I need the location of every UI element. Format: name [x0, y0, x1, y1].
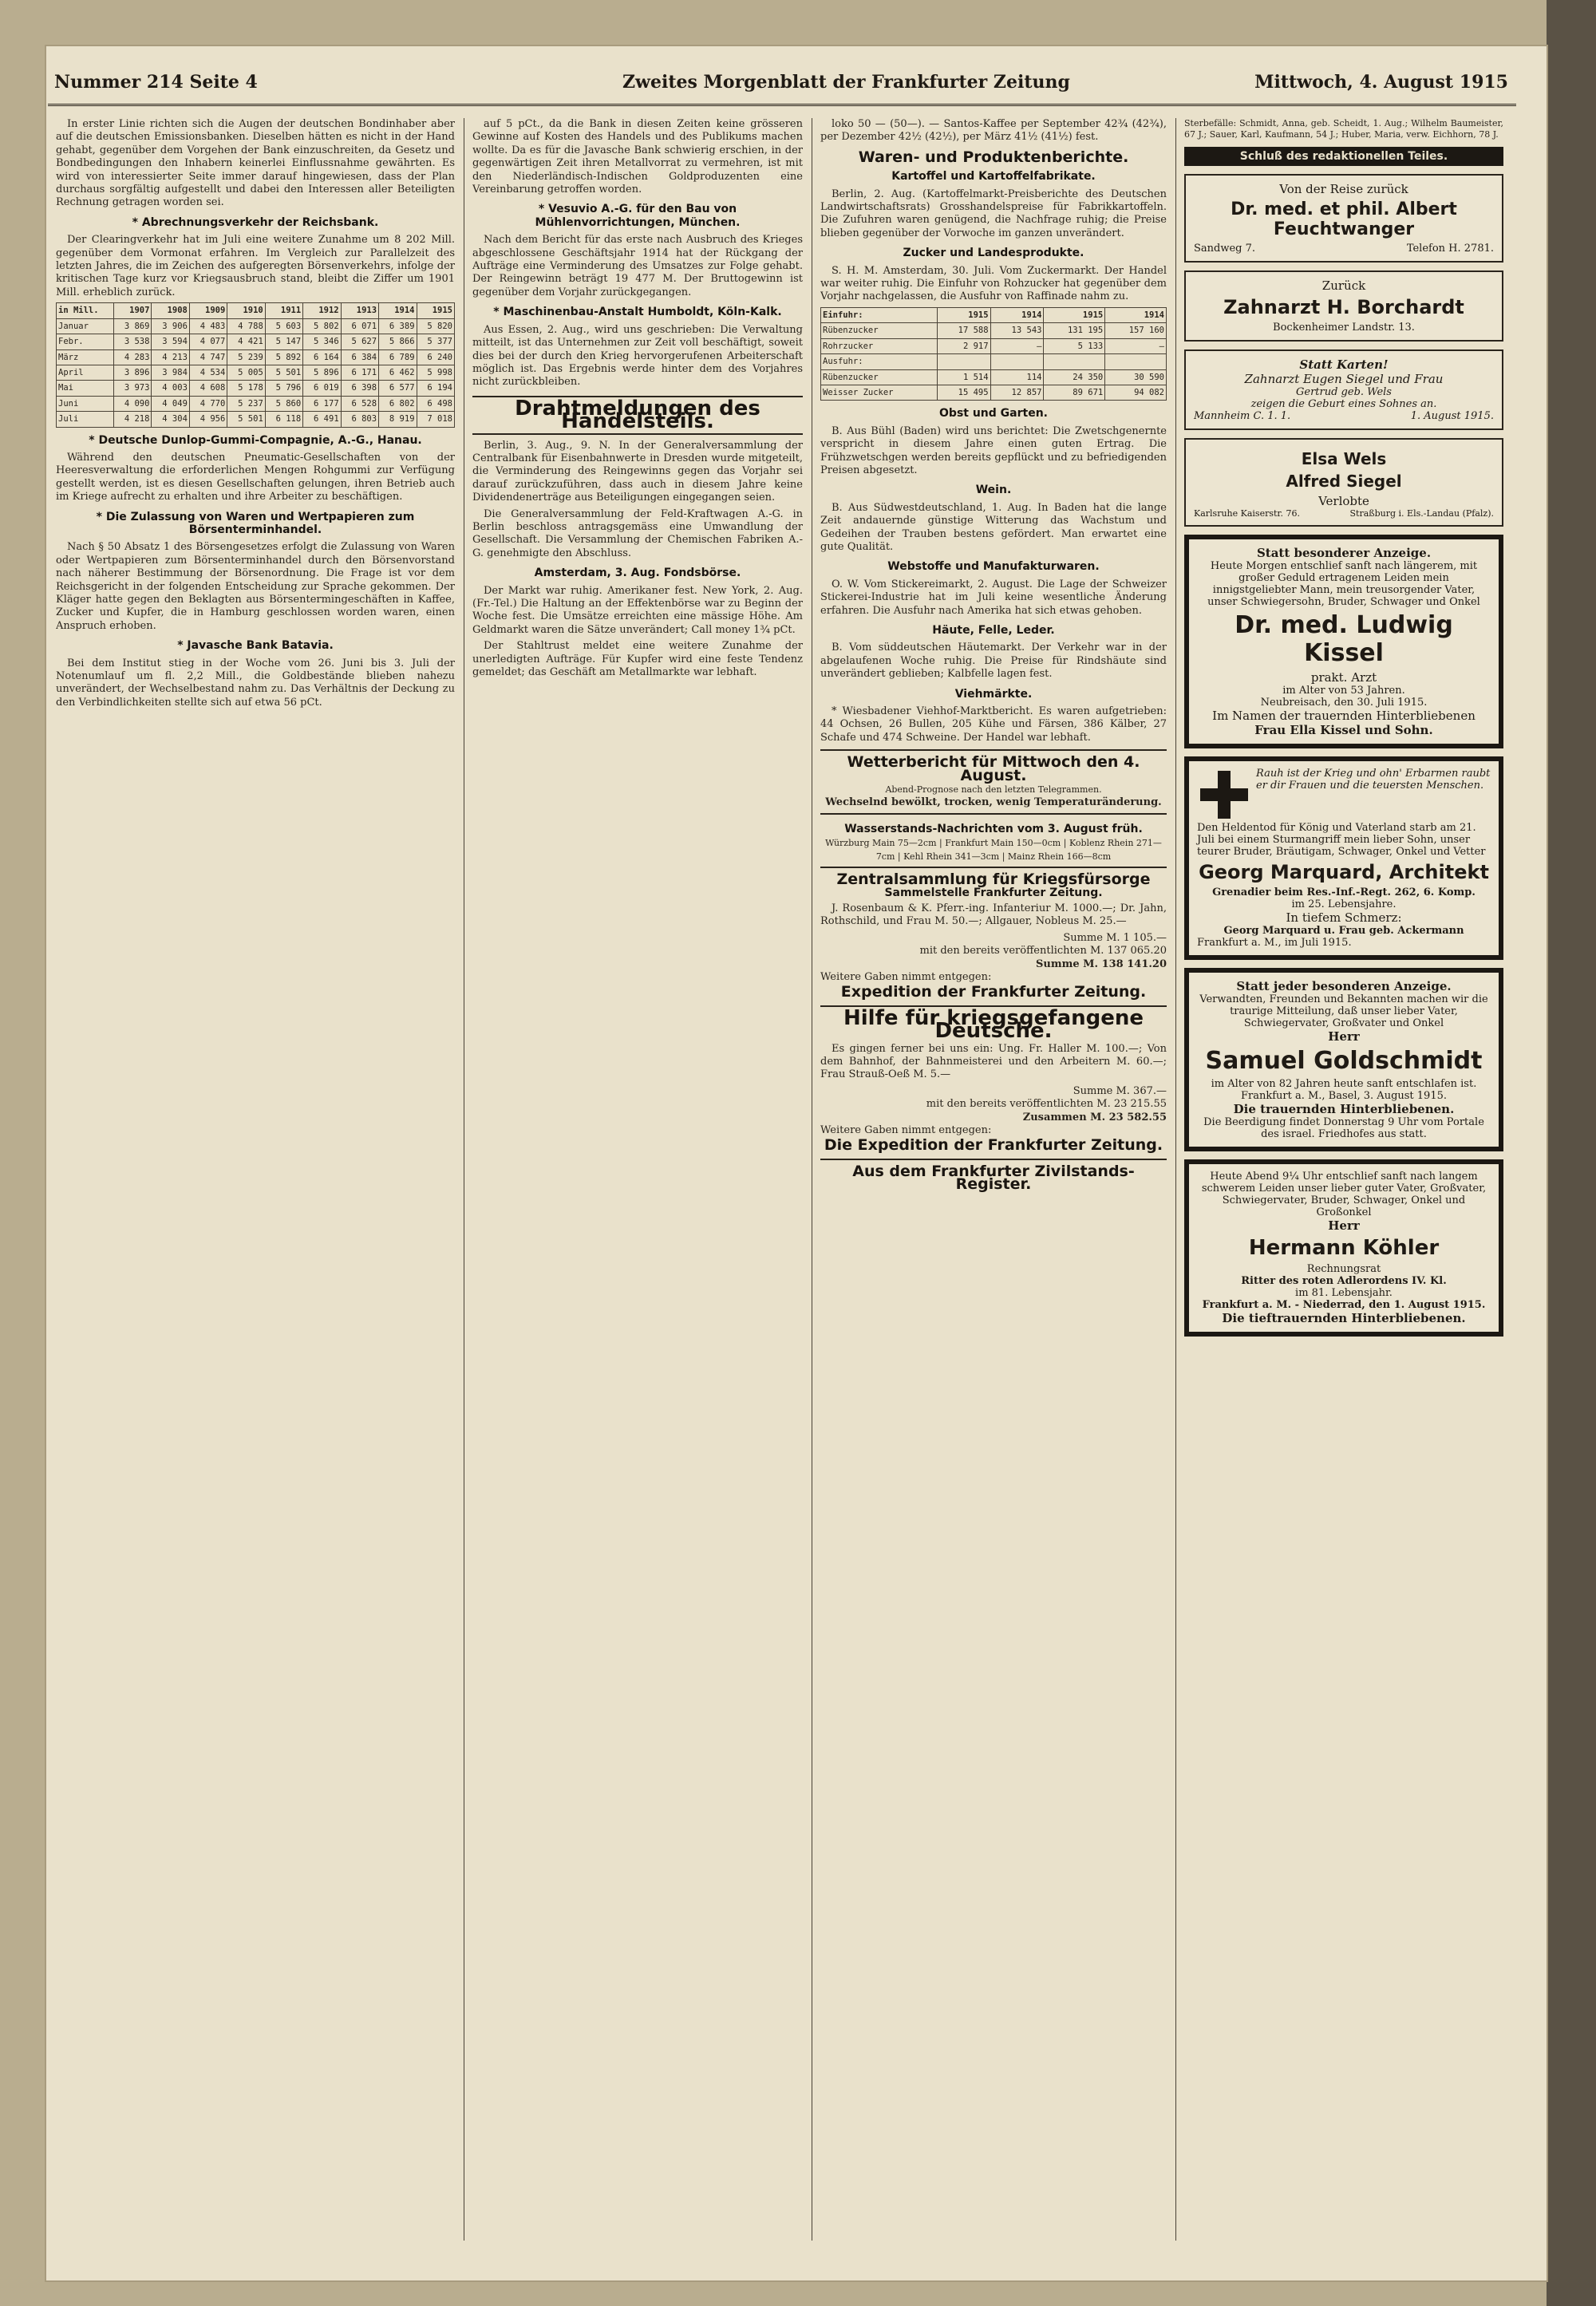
article-heading: Viehmärkte.	[954, 687, 1033, 701]
ad-line: Frankfurt a. M., Basel, 3. August 1915.	[1240, 1090, 1448, 1102]
table-cell	[990, 354, 1044, 369]
table-row	[57, 365, 455, 380]
water-levels	[820, 819, 1167, 868]
table-cell: 4 049	[152, 396, 189, 411]
ad-line: prakt. Arzt	[1310, 670, 1377, 685]
column-2	[472, 118, 803, 2241]
section-heading: Drahtmeldungen des Handelsteils.	[472, 396, 803, 435]
article-heading: Zucker und Landesprodukte.	[903, 247, 1084, 260]
ad-name: Zahnarzt H. Borchardt	[1223, 296, 1464, 318]
ad-address: Bockenheimer Landstr. 13.	[1273, 322, 1415, 334]
table-header-row	[821, 307, 1167, 322]
ad-line: im 81. Lebensjahr.	[1295, 1287, 1393, 1299]
table-cell: 15 495	[937, 385, 990, 400]
weather-subtitle: Abend-Prognose nach den letzten Telegrammen.	[885, 784, 1102, 796]
table-cell: Weisser Zucker	[821, 385, 938, 400]
article-paragraph: Nach § 50 Absatz 1 des Börsengesetzes erfolgt die Zulassung von Waren oder Wertpapieren zum Börsenterminhandel durch den Börsenvorstand nach näherer Bestimmung der Börsenordnung. Die Frage ist vor dem Reichsgericht in der folgenden Entscheidung zur Sprache gekommen. Der Kläger hatte gegen den Beklagten aus Börsentermingeschäften in Kaffee, Zucker und Kupfer, die in Hamburg geschlossen worden waren, einen Anspruch erhoben.	[56, 541, 455, 632]
table-cell	[937, 354, 990, 369]
obituary-marquard	[1184, 756, 1503, 960]
weather-forecast: Wechselnd bewölkt, trocken, wenig Temperaturänderung.	[825, 796, 1162, 809]
table-cell: 5 627	[341, 334, 378, 349]
table-cell: 3 594	[152, 334, 189, 349]
table-cell: 7 018	[417, 412, 454, 427]
fund-sum: Summe M. 1 105.—	[1063, 931, 1167, 944]
table-cell: 5 998	[417, 365, 454, 380]
ad-line: Von der Reise zurück	[1279, 182, 1408, 196]
table-cell: 89 671	[1044, 385, 1105, 400]
table-cell: 6 164	[303, 349, 341, 365]
water-title: Wasserstands-Nachrichten vom 3. August früh.	[844, 822, 1143, 835]
ad-line: zeigen die Geburt eines Sohnes an.	[1250, 398, 1437, 410]
ad-line: Gertrud geb. Wels	[1296, 386, 1392, 398]
table-row	[57, 349, 455, 365]
pow-expedition: Die Expedition der Frankfurter Zeitung.	[824, 1136, 1163, 1155]
article-paragraph: * Wiesbadener Viehhof-Marktbericht. Es waren aufgetrieben: 44 Ochsen, 26 Bullen, 205 Kühe und Färsen, 386 Kälber, 27 Schafe und 474 Schweine. Der Handel war lebhaft.	[820, 705, 1167, 744]
ad-line: Zurück	[1321, 278, 1366, 293]
sugar-table	[820, 307, 1167, 401]
pow-total: Zusammen M. 23 582.55	[1022, 1111, 1167, 1123]
paper-title: Zweites Morgenblatt der Frankfurter Zeitung	[622, 72, 1070, 93]
clearing-table	[56, 302, 455, 427]
table-cell: —	[1105, 338, 1167, 353]
article-heading: Amsterdam, 3. Aug. Fondsbörse.	[534, 567, 741, 580]
table-cell: März	[57, 349, 114, 365]
table-header: 1913	[341, 303, 378, 318]
column-rule	[1175, 118, 1176, 2241]
table-header: 1915	[1044, 307, 1105, 322]
fund-donations: J. Rosenbaum & K. Pferr.-ing. Infanteriur M. 1000.—; Dr. Jahn, Rothschild, und Frau M. 50.—; Allgauer, Nobleus M. 25.—	[820, 902, 1167, 928]
table-cell: 6 577	[379, 381, 417, 396]
table-cell: 6 384	[341, 349, 378, 365]
ad-phone: Telefon H. 2781.	[1406, 243, 1494, 255]
table-cell: 5 237	[227, 396, 265, 411]
article-paragraph: B. Vom süddeutschen Häutemarkt. Der Verkehr war in der abgelaufenen Woche ruhig. Die Preise für Rindshäute sind unverändert geblieben; Kalbfelle lagen fest.	[820, 642, 1167, 681]
table-row	[57, 412, 455, 427]
editorial-end-notice: Schluß des redaktionellen Teiles.	[1184, 147, 1503, 166]
obituary-goldschmidt	[1184, 968, 1503, 1151]
table-cell: 3 896	[114, 365, 152, 380]
article-heading: * Die Zulassung von Waren und Wertpapieren zum Börsenterminhandel.	[96, 510, 415, 536]
ad-name: Georg Marquard, Architekt	[1199, 861, 1489, 883]
table-header: 1915	[937, 307, 990, 322]
table-header: in Mill.	[57, 303, 114, 318]
article-paragraph: Während den deutschen Pneumatic-Gesellschaften von der Heeresverwaltung die erforderlichen Mengen Rohgummi zur Verfügung gestellt werden, ist es diesen Gesellschaften gelungen, ihren Betrieb auch im Kriege aufrecht zu erhalten und ihre Arbeiter zu beschäftigen.	[56, 451, 455, 503]
article-paragraph: Der Stahltrust meldet eine weitere Zunahme der unerledigten Aufträge. Für Kupfer wird eine feste Tendenz gemeldet; das Geschäft am Metallmarkte war lebhaft.	[472, 640, 803, 679]
table-cell: 5 147	[265, 334, 302, 349]
ad-text: Die Beerdigung findet Donnerstag 9 Uhr vom Portale des israel. Friedhofes aus statt.	[1203, 1116, 1484, 1140]
article-heading: Obst und Garten.	[939, 407, 1048, 421]
pow-note: Weitere Gaben nimmt entgegen:	[820, 1124, 992, 1136]
section-heading: Waren- und Produktenberichte.	[858, 148, 1129, 166]
ad-line: Die trauernden Hinterbliebenen.	[1233, 1102, 1455, 1116]
table-cell: 131 195	[1044, 323, 1105, 338]
table-header: Einfuhr:	[821, 307, 938, 322]
table-cell: 6 071	[341, 318, 378, 334]
table-cell: 5 178	[227, 381, 265, 396]
article-heading: * Abrechnungsverkehr der Reichsbank.	[132, 215, 379, 229]
table-cell: April	[57, 365, 114, 380]
ad-line: Frau Ella Kissel und Sohn.	[1254, 723, 1433, 737]
table-cell: 5 796	[265, 381, 302, 396]
ad-line: im Alter von 82 Jahren heute sanft entschlafen ist.	[1211, 1078, 1477, 1090]
pow-title: Hilfe für kriegsgefangene Deutsche.	[820, 1005, 1167, 1038]
article-paragraph: Der Markt war ruhig. Amerikaner fest. New York, 2. Aug. (Fr.-Tel.) Die Haltung an der Effektenbörse war zu Beginn der Woche fest. Die Umsätze erreichten eine mässige Höhe. Am Geldmarkt waren die Sätze unverändert; Call money 1¾ pCt.	[472, 584, 803, 636]
table-cell: Juni	[57, 396, 114, 411]
table-cell: 6 019	[303, 381, 341, 396]
article-paragraph: O. W. Vom Stickereimarkt, 2. August. Die Lage der Schweizer Stickerei-Industrie hat im Juli keine wesentliche Änderung erfahren. Die Ausfuhr nach Amerika hat sich etwas gehoben.	[820, 578, 1167, 617]
table-cell: 3 984	[152, 365, 189, 380]
table-cell: 6 240	[417, 349, 454, 365]
ad-line: Rechnungsrat	[1306, 1263, 1381, 1275]
table-cell: 6 462	[379, 365, 417, 380]
table-cell: 4 090	[114, 396, 152, 411]
table-cell: Januar	[57, 318, 114, 334]
article-heading: Häute, Felle, Leder.	[932, 624, 1055, 637]
ad-place: Mannheim C. 1. 1.	[1194, 410, 1291, 422]
obituary-kissel	[1184, 535, 1503, 748]
table-cell: 6 177	[303, 396, 341, 411]
table-cell: 4 608	[189, 381, 227, 396]
table-cell: 4 077	[189, 334, 227, 349]
obituary-koehler	[1184, 1159, 1503, 1337]
ad-line: Im Namen der trauernden Hinterbliebenen	[1212, 709, 1476, 723]
ad-name: Dr. med. et phil. Albert Feuchtwanger	[1231, 199, 1457, 239]
ad-line: Frankfurt a. M., im Juli 1915.	[1197, 937, 1352, 949]
ad-line: Georg Marquard u. Frau geb. Ackermann	[1223, 925, 1464, 937]
fund-expedition: Expedition der Frankfurter Zeitung.	[840, 983, 1147, 1001]
table-cell: 4 770	[189, 396, 227, 411]
article-paragraph: Aus Essen, 2. Aug., wird uns geschrieben: Die Verwaltung mitteilt, ist das Unternehmen zur Zeit voll beschäftigt, soweit dies bei der durch den Krieg hervorgerufenen Arbeiterschaft möglich ist. Das Ergebnis werde hinter dem des Vorjahres nicht zurückbleiben.	[472, 323, 803, 389]
page-edge	[1547, 0, 1596, 2306]
ad-line: Herr	[1328, 1029, 1360, 1044]
table-cell: 5 860	[265, 396, 302, 411]
table-header: 1914	[1105, 307, 1167, 322]
page-header	[48, 62, 1516, 106]
table-cell: 4 421	[227, 334, 265, 349]
table-header: 1914	[990, 307, 1044, 322]
issue-number: Nummer 214 Seite 4	[54, 72, 258, 93]
ad-text: Heute Abend 9¼ Uhr entschlief sanft nach langem schwerem Leiden unser lieber guter Vater, Großvater, Schwiegervater, Bruder, Schwager, Onkel und Großonkel	[1201, 1171, 1487, 1218]
table-cell: 4 283	[114, 349, 152, 365]
article-heading: * Deutsche Dunlop-Gummi-Compagnie, A.-G., Hanau.	[89, 433, 422, 447]
table-row	[821, 369, 1167, 385]
table-cell: 5 005	[227, 365, 265, 380]
table-cell: 5 377	[417, 334, 454, 349]
table-header: 1914	[379, 303, 417, 318]
fund-note: Weitere Gaben nimmt entgegen:	[820, 970, 992, 983]
table-cell: 6 789	[379, 349, 417, 365]
pow-sum: Summe M. 367.—	[1073, 1084, 1167, 1097]
table-cell: 6 802	[379, 396, 417, 411]
table-cell: 8 919	[379, 412, 417, 427]
ad-name: Hermann Köhler	[1248, 1236, 1440, 1260]
weather-title: Wetterbericht für Mittwoch den 4. August.	[847, 753, 1140, 784]
death-register: Sterbefälle: Schmidt, Anna, geb. Scheidt, 1. Aug.; Wilhelm Baumeister, 67 J.; Sauer, Karl, Kaufmann, 54 J.; Huber, Maria, verw. Eichhorn, 78 J.	[1184, 118, 1503, 140]
table-cell: 1 514	[937, 369, 990, 385]
fund-title: Zentralsammlung für Kriegsfürsorge	[836, 871, 1151, 889]
table-cell: 4 213	[152, 349, 189, 365]
table-header: 1907	[114, 303, 152, 318]
table-cell: 3 973	[114, 381, 152, 396]
article-paragraph: B. Aus Bühl (Baden) wird uns berichtet: Die Zwetschgenernte verspricht in diesem Jahre einen guten Ertrag. Die Frühzwetschgen werden bereits gepflückt und zu befriedigenden Preisen abgesetzt.	[820, 424, 1167, 476]
ad-text: Heute Morgen entschlief sanft nach längerem, mit großer Geduld ertragenem Leiden mein innigstgeliebter Mann, mein treusorgender Vater, unser Schwiegersohn, Bruder, Schwager und Onkel	[1207, 560, 1480, 608]
table-header: 1912	[303, 303, 341, 318]
ad-name: Elsa Wels	[1301, 449, 1387, 468]
register-title: Aus dem Frankfurter Zivilstands-Register.	[820, 1159, 1167, 1191]
table-cell: 4 956	[189, 412, 227, 427]
table-cell: 4 304	[152, 412, 189, 427]
iron-cross-icon	[1200, 771, 1248, 819]
table-cell: Rohrzucker	[821, 338, 938, 353]
table-cell: Rübenzucker	[821, 323, 938, 338]
table-cell: 5 133	[1044, 338, 1105, 353]
article-paragraph: Der Clearingverkehr hat im Juli eine weitere Zunahme um 8 202 Mill. gegenüber dem Vormonat erfahren. Im Vergleich zur Parallelzeit des letzten Jahres, die im Zeichen des aufgeregten Börsenverkehrs, infolge der kritischen Tage kurz vor Kriegsausbruch stand, bleibt die Ziffer um 1901 Mill. erheblich zurück.	[56, 234, 455, 298]
ad-line: Statt Karten!	[1299, 357, 1389, 372]
table-cell: 5 346	[303, 334, 341, 349]
article-paragraph: Berlin, 3. Aug., 9. N. In der Generalversammlung der Centralbank für Eisenbahnwerte in Dresden wurde mitgeteilt, die Verminderung des Reingewinns gegen das Vorjahr sei darauf zurückzuführen, dass auch in diesem Jahre keine Dividendenerträge aus Beteiligungen eingegangen seien.	[472, 439, 803, 504]
ad-line: Verlobte	[1318, 494, 1369, 508]
ad-engagement	[1184, 438, 1503, 527]
ad-line: Neubreisach, den 30. Juli 1915.	[1260, 697, 1428, 709]
table-cell: 4 747	[189, 349, 227, 365]
ad-place: Straßburg i. Els.-Landau (Pfalz).	[1349, 508, 1494, 519]
table-cell: 5 802	[303, 318, 341, 334]
ad-line: Frankfurt a. M. - Niederrad, den 1. August 1915.	[1202, 1299, 1486, 1311]
ad-name: Samuel Goldschmidt	[1205, 1047, 1483, 1075]
ad-text: Den Heldentod für König und Vaterland starb am 21. Juli bei einem Sturmangriff mein lieber Sohn, unser teurer Bruder, Bräutigam, Schwager, Onkel und Vetter	[1197, 822, 1486, 858]
table-cell: 6 398	[341, 381, 378, 396]
ad-line: Ritter des roten Adlerordens IV. Kl.	[1241, 1275, 1447, 1287]
table-cell: 5 820	[417, 318, 454, 334]
table-row	[821, 354, 1167, 369]
table-cell	[1044, 354, 1105, 369]
ad-date: 1. August 1915.	[1410, 410, 1494, 422]
table-header: 1908	[152, 303, 189, 318]
table-header: 1911	[265, 303, 302, 318]
table-header: 1915	[417, 303, 454, 318]
table-cell: 6 171	[341, 365, 378, 380]
article-heading: * Vesuvio A.-G. für den Bau von Mühlenvorrichtungen, München.	[535, 203, 741, 229]
table-row	[57, 396, 455, 411]
table-cell: 3 906	[152, 318, 189, 334]
table-cell: 4 003	[152, 381, 189, 396]
table-header: 1910	[227, 303, 265, 318]
issue-date: Mittwoch, 4. August 1915	[1254, 72, 1508, 93]
table-cell: 6 803	[341, 412, 378, 427]
ad-name: Dr. med. Ludwig Kissel	[1235, 611, 1453, 667]
fund-sum: mit den bereits veröffentlichten M. 137 065.20	[919, 945, 1167, 958]
article-paragraph: loko 50 — (50—). — Santos-Kaffee per September 42¾ (42¾), per Dezember 42½ (42½), per März 41½ (41½) fest.	[820, 118, 1167, 144]
article-heading: Kartoffel und Kartoffelfabrikate.	[891, 170, 1096, 184]
water-values: Würzburg Main 75—2cm | Frankfurt Main 150—0cm | Koblenz Rhein 271—7cm | Kehl Rhein 341—3cm | Mainz Rhein 166—8cm	[825, 838, 1162, 862]
table-cell: 3 538	[114, 334, 152, 349]
article-paragraph: Berlin, 2. Aug. (Kartoffelmarkt-Preisberichte des Deutschen Landwirtschaftsrats) Grosshandelspreise für Fabrikkartoffeln. Die Zufuhren waren genügend, die Nachfrage ruhig; die Preise blieben gegenüber der Vorwoche im ganzen unverändert.	[820, 188, 1167, 239]
table-cell: 2 917	[937, 338, 990, 353]
ad-line: im Alter von 53 Jahren.	[1282, 685, 1405, 697]
table-cell: 6 194	[417, 381, 454, 396]
table-cell: 3 869	[114, 318, 152, 334]
fund-total: Summe M. 138 141.20	[1035, 958, 1167, 970]
ad-name: Alfred Siegel	[1286, 472, 1402, 491]
table-cell: 4 483	[189, 318, 227, 334]
table-row	[57, 381, 455, 396]
ad-name: Zahnarzt Eugen Siegel und Frau	[1244, 372, 1444, 386]
table-cell: Juli	[57, 412, 114, 427]
table-cell: 5 603	[265, 318, 302, 334]
table-row	[821, 338, 1167, 353]
article-paragraph: B. Aus Südwestdeutschland, 1. Aug. In Baden hat die lange Zeit andauernde günstige Witterung das Wachstum und Gedeihen der Trauben bestens gefördert. Man erwartet eine gute Qualität.	[820, 501, 1167, 553]
ad-place: Karlsruhe Kaiserstr. 76.	[1194, 508, 1300, 519]
table-cell: Rübenzucker	[821, 369, 938, 385]
table-cell: 5 866	[379, 334, 417, 349]
weather-box	[820, 749, 1167, 815]
column-1	[56, 118, 455, 2241]
table-cell: Ausfuhr:	[821, 354, 938, 369]
table-cell: 4 218	[114, 412, 152, 427]
table-cell: 4 788	[227, 318, 265, 334]
table-cell: 13 543	[990, 323, 1044, 338]
pow-sum: mit den bereits veröffentlichten M. 23 215.55	[926, 1098, 1167, 1111]
ad-borchardt	[1184, 270, 1503, 342]
table-row	[57, 318, 455, 334]
table-row	[821, 323, 1167, 338]
table-cell: 5 896	[303, 365, 341, 380]
table-cell: Febr.	[57, 334, 114, 349]
table-cell: 5 501	[227, 412, 265, 427]
ad-address: Sandweg 7.	[1194, 243, 1256, 255]
table-cell: 5 501	[265, 365, 302, 380]
article-paragraph: Die Generalversammlung der Feld-Kraftwagen A.-G. in Berlin beschloss antragsgemäss eine Umwandlung der Gesellschaft. Die Versammlung der Chemischen Fabriken A.-G. genehmigte den Abschluss.	[472, 507, 803, 559]
ad-line: Herr	[1328, 1218, 1360, 1233]
ad-line: Statt jeder besonderen Anzeige.	[1236, 979, 1452, 993]
table-cell: 12 857	[990, 385, 1044, 400]
table-cell: 30 590	[1105, 369, 1167, 385]
article-paragraph: Bei dem Institut stieg in der Woche vom 26. Juni bis 3. Juli der Notenumlauf um fl. 2,2 Mill., die Goldbestände blieben nahezu unverändert, der Wechselbestand nahm zu. Das Verhältnis der Deckung zu den Verbindlichkeiten stellte sich auf etwa 56 pCt.	[56, 657, 455, 709]
article-paragraph: Nach dem Bericht für das erste nach Ausbruch des Krieges abgeschlossene Geschäftsjahr 1914 hat der Rückgang der Aufträge eine Verminderung des Umsatzes zur Folge gehabt. Der Reingewinn beträgt 19 477 M. Der Bruttogewinn ist gegenüber dem Vorjahr zurückgegangen.	[472, 234, 803, 298]
table-cell: 24 350	[1044, 369, 1105, 385]
table-cell: 6 498	[417, 396, 454, 411]
ad-line: Statt besonderer Anzeige.	[1256, 546, 1432, 560]
ad-text: Rauh ist der Krieg und ohn' Erbarmen raubt er dir Frauen und die teuersten Menschen.	[1256, 768, 1491, 792]
table-cell: 6 528	[341, 396, 378, 411]
table-cell: —	[990, 338, 1044, 353]
article-paragraph: S. H. M. Amsterdam, 30. Juli. Vom Zuckermarkt. Der Handel war weiter ruhig. Die Einfuhr von Rohzucker hat gegenüber dem Vorjahr nachgelassen, die Ausfuhr von Raffinade nahm zu.	[820, 264, 1167, 303]
table-header-row	[57, 303, 455, 318]
ad-birth-notice	[1184, 349, 1503, 430]
ad-line: In tiefem Schmerz:	[1286, 910, 1402, 925]
table-row	[57, 334, 455, 349]
table-cell: 5 892	[265, 349, 302, 365]
ad-line: Grenadier beim Res.-Inf.-Regt. 262, 6. Komp.	[1212, 886, 1476, 898]
table-cell: 157 160	[1105, 323, 1167, 338]
article-heading: * Maschinenbau-Anstalt Humboldt, Köln-Kalk.	[493, 306, 782, 319]
article-paragraph: In erster Linie richten sich die Augen der deutschen Bondinhaber aber auf die deutschen Emissionsbanken. Dieselben hätten es nicht in der Hand gehabt, gegenüber dem Vorgehen der Bank einzuschreiten, da Gesetz und Bondbedingungen den Inhabern keinerlei Einflussnahme gewährten. Es wird von interessierter Seite immer darauf hingewiesen, dass der Plan durchaus sorgfältig aufgestellt und dabei den Interessen aller Beteiligten Rechnung getragen worden sei.	[56, 118, 455, 209]
table-cell	[1105, 354, 1167, 369]
table-cell: 17 588	[937, 323, 990, 338]
table-header: 1909	[189, 303, 227, 318]
ad-line: Die tieftrauernden Hinterbliebenen.	[1222, 1311, 1466, 1325]
ad-line: im 25. Lebensjahre.	[1291, 898, 1396, 910]
pow-donations: Es gingen ferner bei uns ein: Ung. Fr. Haller M. 100.—; Von dem Bahnhof, der Bahnmeisterei und den Arbeitern M. 60.—; Frau Strauß-Oeß M. 5.—	[820, 1042, 1167, 1081]
article-heading: * Javasche Bank Batavia.	[177, 639, 334, 653]
table-cell: 4 534	[189, 365, 227, 380]
table-cell: 114	[990, 369, 1044, 385]
ad-text: Verwandten, Freunden und Bekannten machen wir die traurige Mitteilung, daß unser lieber Vater, Schwiegervater, Großvater und Onkel	[1199, 993, 1488, 1029]
table-cell: 6 491	[303, 412, 341, 427]
ad-feuchtwanger	[1184, 174, 1503, 263]
table-cell: 5 239	[227, 349, 265, 365]
table-row	[821, 385, 1167, 400]
column-4	[1184, 118, 1503, 2241]
article-heading: Wein.	[975, 484, 1012, 497]
column-3	[820, 118, 1167, 2241]
article-heading: Webstoffe und Manufakturwaren.	[887, 560, 1100, 574]
table-cell: 94 082	[1105, 385, 1167, 400]
table-cell: 6 389	[379, 318, 417, 334]
fund-subtitle: Sammelstelle Frankfurter Zeitung.	[884, 886, 1103, 899]
article-paragraph: auf 5 pCt., da die Bank in diesen Zeiten keine grösseren Gewinne auf Kosten des Handels und des Publikums machen wollte. Da es für die Javasche Bank schwierig erschien, in der gegenwärtigen Zeit ihren Metallvorrat zu vermehren, ist mit den Niederländisch-Indischen Goldproduzenten eine Vereinbarung getroffen worden.	[472, 118, 803, 196]
table-cell: 6 118	[265, 412, 302, 427]
table-cell: Mai	[57, 381, 114, 396]
